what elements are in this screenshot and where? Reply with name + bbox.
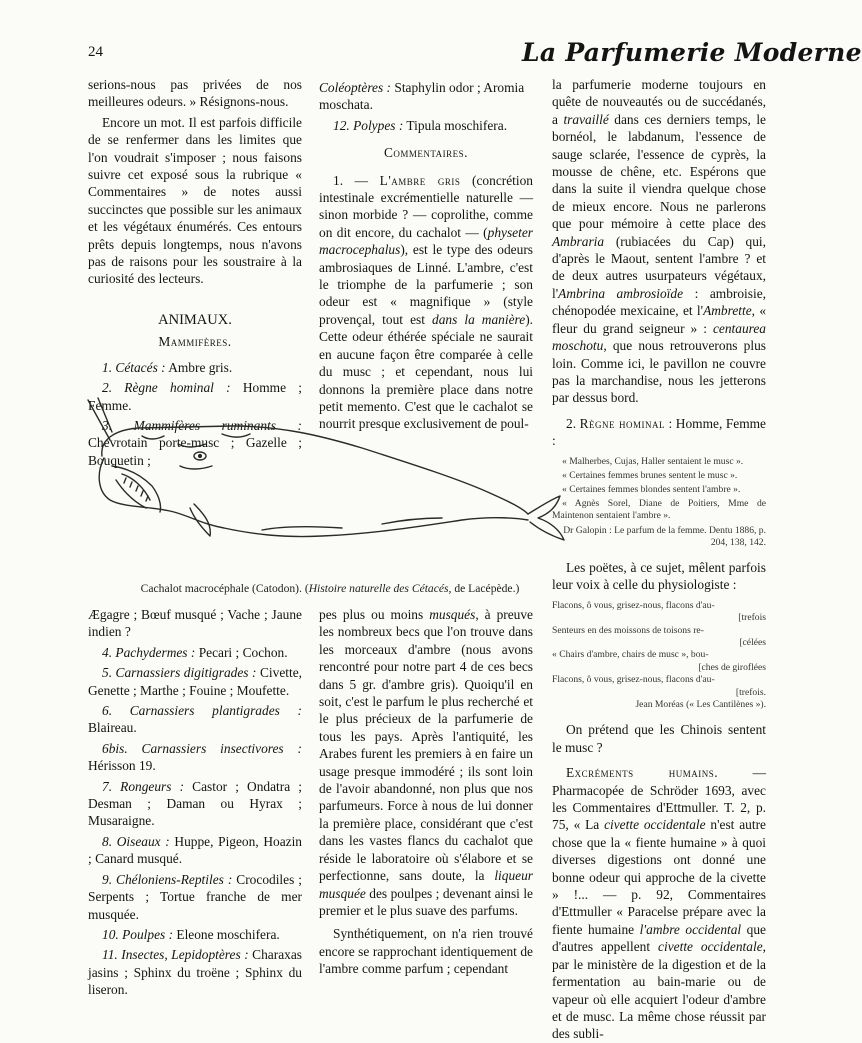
list-item <box>88 664 302 699</box>
section-subheading: Mammifères. <box>158 334 232 350</box>
list-item <box>319 117 533 134</box>
quote-line: « Malherbes, Cujas, Haller sentaient le musc ». <box>562 455 744 467</box>
quotations <box>552 456 766 549</box>
poem-line: [ches de giroflées <box>698 661 766 673</box>
list-item-label: 10. Poulpes : <box>102 926 174 942</box>
paragraph: Encore un mot. Il est parfois difficile de se renfermer dans les limites que l'on voudrait s'imposer ; nous faisons suivre cet exposé sous la rubrique « Commentaires » de notes aussi succinctes que possible sur les animaux et les végétaux énumérés. Ces entours prêts depuis longtemps, nous n'avons pas de raisons pour les soustraire à la curiosité des lecteurs. <box>88 114 302 287</box>
list-item <box>88 702 302 737</box>
list-item <box>88 644 302 661</box>
poem-line: Jean Moréas (« Les Cantilènes »). <box>635 699 766 711</box>
list-item <box>88 871 302 923</box>
list-item-text: Charaxas jasins ; Sphinx du troëne ; Sphinx du liseron. <box>88 947 302 998</box>
list-item-text: Pecari ; Cochon. <box>195 644 288 660</box>
poem-line: Senteurs en des moissons de toisons re- <box>552 624 704 636</box>
poem <box>552 600 766 712</box>
list-item <box>88 778 302 830</box>
list-item-label: 4. Pachydermes : <box>102 644 196 660</box>
list-item-text: Eleone moschifera. <box>173 926 280 942</box>
list-item <box>88 359 302 376</box>
quote-line: « Certaines femmes brunes sentent le musc ». <box>562 469 738 481</box>
list-item-label: 7. Rongeurs : <box>102 778 185 794</box>
section-heading: ANIMAUX. <box>158 311 232 328</box>
paragraph: la parfumerie moderne toujours en quête de nouveautés ou de succédanés, a travaillé dans ces derniers temps, le bornéol, le labdanum, l'essence de sauge sclarée, l'essence de cyprès, la mousse de chêne, etc. Espérons que dans la suite il viendra quelque chose de mieux encore. Nous ne parlerons que pour mémoire à cette place des Ambraria (rubiacées du Cap) qui, d'après le Maout, sentent l'ambre ? et de deux autres usurpateurs végétaux, l'Ambrina ambrosioïde : ambroisie, chénopodée mexicaine, et l'Ambrette, « fleur du grand seigneur » : centaurea moschotu, que nous retrouverons plus loin. Comme ici, le pavillon ne couvre pas la marchandise, nous les jetterons par dessus bord. <box>552 77 767 406</box>
journal-masthead: La Parfumerie Moderne <box>522 38 862 67</box>
column-1-bottom <box>88 606 302 999</box>
paragraph: serions-nous pas privées de nos meilleures odeurs. » Résignons-nous. <box>88 77 302 110</box>
poem-line: [célées <box>739 636 766 648</box>
list-item <box>88 833 302 868</box>
column-2-bottom <box>319 606 533 978</box>
list-item-text: Castor ; Ondatra ; Desman ; Daman ou Hyrax ; Musaraigne. <box>88 778 302 829</box>
list-item <box>88 926 302 943</box>
list-item-label: 2. Règne hominal : <box>102 380 231 396</box>
list-item-text: Crocodiles ; Serpents ; Tortue franche de mer musquée. <box>88 871 303 922</box>
paragraph: 1. — L'ambre gris (concrétion intestinale excrémentielle naturelle — sinon morbide ? — coprolithe, comme on dit encore, du cachalot — (physeter macrocephalus), est le type des odeurs ambrosiaques de Linné. L'ambre, c'est le triomphe de la parfumerie ; son odeur est « magnifique » (style provençal, tout est dans la manière). Cette odeur éthérée spéciale ne saurait en aucune façon être comparée à celle du musc ; et cependant, nous lui donnons la première place dans notre petit memento. C'est que le cachalot se nourrit presque exclusivement de poul- <box>319 172 534 432</box>
list-item-label: 12. Polypes : <box>333 117 404 133</box>
column-3 <box>552 76 766 1043</box>
poem-line: [trefois <box>738 612 766 624</box>
paragraph: Excréments humains. — Pharmacopée de Schröder 1693, avec les Commentaires d'Ettmuller. T. 2, p. 75, « La civette occidentale n'est autre chose que la « fiente humaine » à quoi diverses digestions ont donné une bonne odeur qui approche de la civette » !... — p. 92, Commentaires d'Ettmuller « Paracelse prépare avec la fiente humaine l'ambre occidental que d'autres appellent civette occidentale, par le ministère de la digestion et de la fermentation au bain-marie ou de vapeur où elle acquiert l'odeur d'ambre et de musc. La même chose réussit par des subli- <box>552 765 766 1042</box>
list-item <box>88 946 302 998</box>
list-item <box>319 79 533 114</box>
paragraph: On prétend que les Chinois sentent le musc ? <box>552 722 766 755</box>
list-item-label: 9. Chéloniens-Reptiles : <box>102 871 233 887</box>
figure-caption: Cachalot macrocéphale (Catodon). (Histoire naturelle des Cétacés, de Lacépède.) <box>140 582 520 595</box>
list-item-text: Homme ; Femme. <box>88 380 302 413</box>
list-item-label: 5. Carnassiers digitigrades : <box>102 665 257 681</box>
poem-line: Flacons, ô vous, grisez-nous, flacons d'au- <box>552 674 715 686</box>
paragraph: Les poëtes, à ce sujet, mêlent parfois leur voix à celle du physiologiste : <box>552 559 766 593</box>
page-number: 24 <box>88 44 103 60</box>
list-item-text: Chevrotain porte-musc ; Gazelle ; Bouquetin ; <box>88 435 302 468</box>
list-item-text: Tipula moschifera. <box>403 117 508 133</box>
list-item-text: Ambre gris. <box>165 359 233 375</box>
list-item-text: Hérisson 19. <box>88 758 156 774</box>
list-item <box>88 740 302 775</box>
quote-line: Dr Galopin : Le parfum de la femme. Dentu 1886, p. 204, 138, 142. <box>563 524 766 548</box>
list-item-label: 6bis. Carnassiers insectivores : <box>102 740 302 756</box>
column-2-top <box>319 76 533 433</box>
list-item-label: 8. Oiseaux : <box>102 833 170 849</box>
paragraph: Synthétiquement, on n'a rien trouvé encore se rapprochant identiquement de l'ambre comme parfum ; cependant <box>319 926 533 977</box>
section-heading: Commentaires. <box>383 145 469 161</box>
list-item-label: 6. Carnassiers plantigrades : <box>102 703 302 719</box>
paragraph: 2. Règne hominal : Homme, Femme : <box>552 415 766 449</box>
sperm-whale-illustration <box>82 396 582 572</box>
list-item-label: 1. Cétacés : <box>102 359 166 375</box>
list-item-text: Civette, Genette ; Marthe ; Fouine ; Moufette. <box>88 665 302 698</box>
list-item-label: 11. Insectes, Lepidoptères : <box>102 947 249 963</box>
list-item-label: Coléoptères : <box>319 80 392 95</box>
paragraph: pes plus ou moins musqués, à preuve les nombreux becs que l'on trouve dans les morceaux d'ambre (nous avons rencontré pour notre part 4 de ces becs dans 5 gr. d'ambre gris). Quoiqu'il en soit, c'est le parfum le plus recherché et le plus précieux de la parfumerie de tous les pays. Après l'antiquité, les Arabes furent les premiers à en faire un usage presque immodéré ; ils sont loin de l'avoir abandonné, non plus que nos parfumeurs. Force à nous de lui donner la première place, considérant que c'est dans les vastes flancs du cachalot que réside le laboratoire où s'élabore et se perfectionne, sans doute, la liqueur musquée des poulpes ; devenant ainsi le premier et le plus suave des parfums. <box>319 607 533 918</box>
poem-line: [trefois. <box>735 686 766 698</box>
quote-line: « Certaines femmes blondes sentent l'ambre ». <box>562 483 741 495</box>
poem-line: « Chairs d'ambre, chairs de musc », bou- <box>552 649 709 661</box>
list-item-label: 3. Mammifères ruminants : <box>102 417 302 433</box>
poem-line: Flacons, ô vous, grisez-nous, flacons d'au- <box>552 599 715 611</box>
list-item-text: Blaireau. <box>88 720 137 736</box>
paragraph: Ægagre ; Bœuf musqué ; Vache ; Jaune indien ? <box>88 607 302 640</box>
list-item-text: Staphylin odor ; Aromia moschata. <box>319 80 525 113</box>
quote-line: « Agnès Sorel, Diane de Poitiers, Mme de Maintenon sentaient l'ambre ». <box>552 498 766 522</box>
list-item-text: Huppe, Pigeon, Hoazin ; Canard musqué. <box>88 833 303 867</box>
